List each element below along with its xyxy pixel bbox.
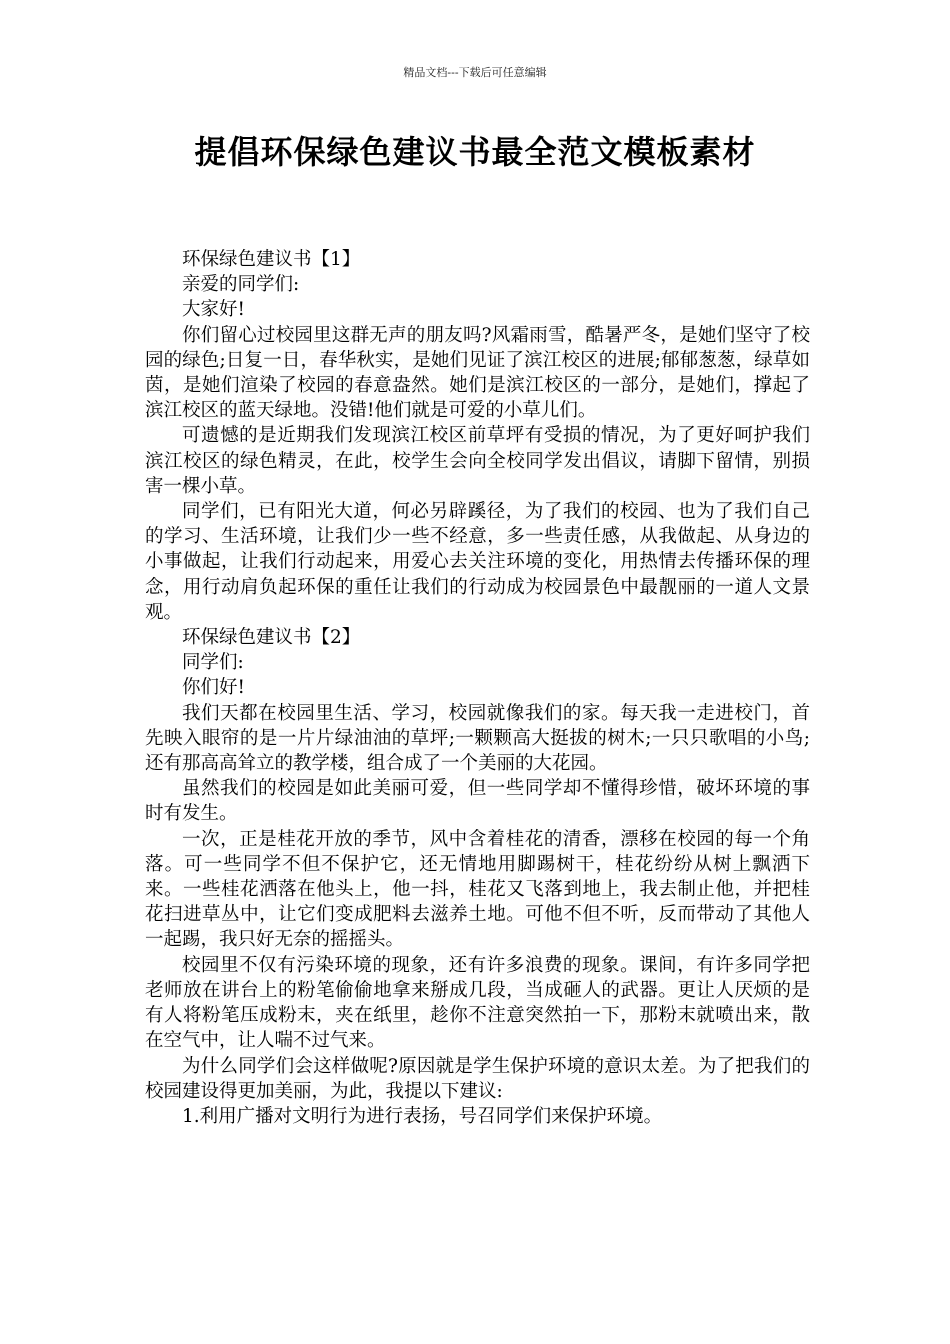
page-header-note: 精品文档---下载后可任意编辑: [403, 66, 547, 79]
body-paragraph: 为什么同学们会这样做呢?原因就是学生保护环境的意识太差。为了把我们的校园建设得更加美丽，为此，我提以下建议:: [145, 1055, 810, 1102]
document-title: 提倡环保绿色建议书最全范文模板素材: [194, 133, 756, 171]
body-paragraph: 你们留心过校园里这群无声的朋友吗?风霜雨雪，酷暑严冬，是她们坚守了校园的绿色;日复一日，春华秋实，是她们见证了滨江校区的进展;郁郁葱葱，绿草如茵，是她们渲染了校园的春意盎然。她们是滨江校区的一部分，是她们，撑起了滨江校区的蓝天绿地。没错!他们就是可爱的小草儿们。: [145, 324, 810, 422]
document-body: [145, 247, 810, 1129]
salutation: 亲爱的同学们:: [182, 274, 300, 296]
salutation: 同学们:: [182, 652, 244, 674]
greeting: 你们好!: [182, 677, 245, 699]
body-paragraph: 同学们，已有阳光大道，何必另辟蹊径，为了我们的校园、也为了我们自己的学习、生活环境，让我们少一些不经意，多一些责任感，从我做起、从身边的小事做起，让我们行动起来，用爱心去关注环境的变化，用热情去传播环保的理念，用行动肩负起环保的重任让我们的行动成为校园景色中最靓丽的一道人文景观。: [145, 501, 810, 623]
body-paragraph: 可遗憾的是近期我们发现滨江校区前草坪有受损的情况，为了更好呵护我们滨江校区的绿色精灵，在此，校学生会向全校同学发出倡议，请脚下留情，别损害一棵小草。: [145, 425, 810, 497]
section-heading-1: 环保绿色建议书【1】: [182, 249, 361, 270]
body-paragraph: 一次，正是桂花开放的季节，风中含着桂花的清香，漂移在校园的每一个角落。可一些同学不但不保护它，还无情地用脚踢树干，桂花纷纷从树上飘洒下来。一些桂花洒落在他头上，他一抖，桂花又飞落到地上，我去制止他，并把桂花扫进草丛中，让它们变成肥料去滋养土地。可他不但不听，反而带动了其他人一起踢，我只好无奈的摇摇头。: [145, 828, 810, 951]
body-paragraph: 虽然我们的校园是如此美丽可爱，但一些同学却不懂得珍惜，破坏环境的事时有发生。: [145, 778, 810, 825]
greeting: 大家好!: [182, 299, 245, 321]
body-paragraph: 校园里不仅有污染环境的现象，还有许多浪费的现象。课间，有许多同学把老师放在讲台上的粉笔偷偷地拿来掰成几段，当成砸人的武器。更让人厌烦的是有人将粉笔压成粉末，夹在纸里，趁你不注意突然拍一下，那粉末就喷出来，散在空气中，让人喘不过气来。: [145, 954, 810, 1052]
section-heading-2: 环保绿色建议书【2】: [182, 627, 361, 649]
suggestion-item: 1.利用广播对文明行为进行表扬，号召同学们来保护环境。: [182, 1105, 663, 1127]
body-paragraph: 我们天都在校园里生活、学习，校园就像我们的家。每天我一走进校门，首先映入眼帘的是一片片绿油油的草坪;一颗颗高大挺拔的树木;一只只歌唱的小鸟;还有那高高耸立的教学楼，组合成了一个美丽的大花园。: [145, 702, 810, 775]
